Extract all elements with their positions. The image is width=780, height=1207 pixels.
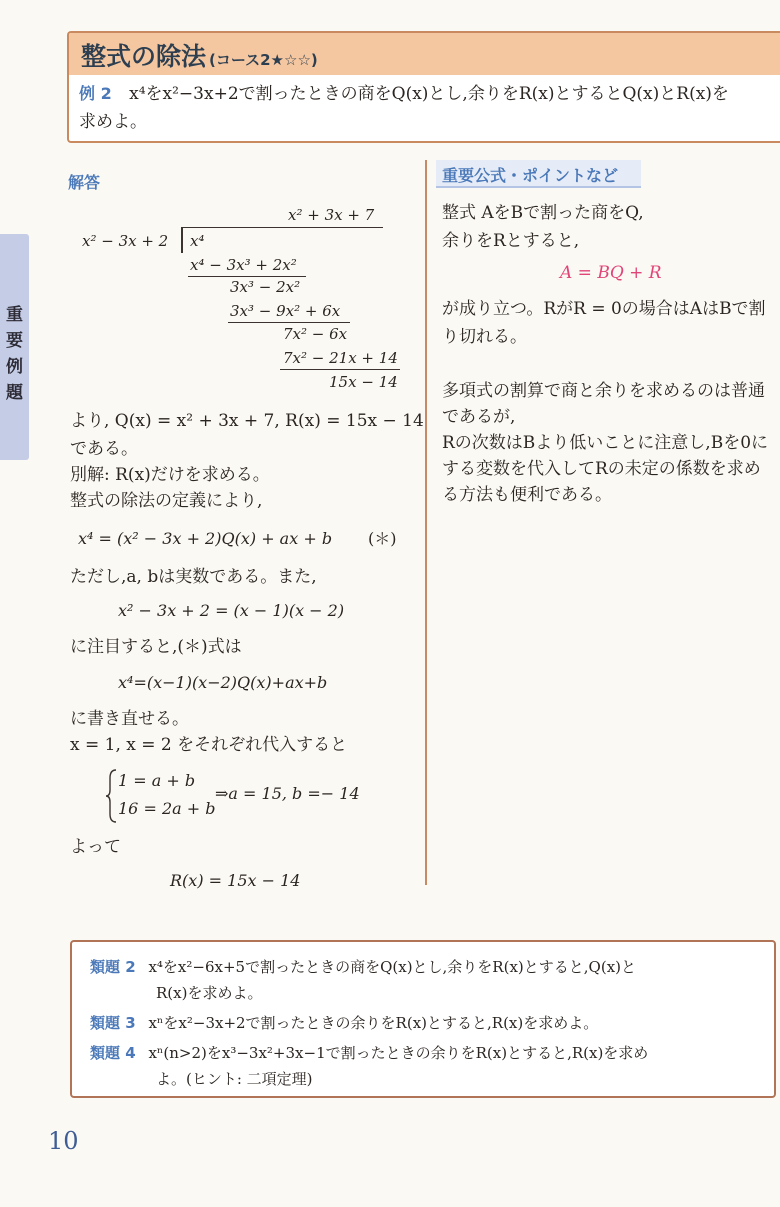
column-divider (425, 160, 427, 885)
factor-equation: x² − 3x + 2 = (x − 1)(x − 2) (118, 601, 345, 620)
system-eq-1: 1 = a + b (118, 771, 196, 790)
side-tab-char: 題 (6, 383, 23, 403)
page-number: 10 (48, 1127, 79, 1155)
note-line: よって (70, 837, 121, 857)
division-row: 15x − 14 (329, 373, 398, 391)
note-line: に注目すると,(＊)式は (70, 637, 242, 657)
exercise-item (90, 1012, 598, 1033)
division-row: 7x² − 21x + 14 (283, 349, 398, 367)
alt-solution-line: 別解: R(x)だけを求める。 (70, 465, 270, 485)
exercise-item (90, 956, 636, 977)
title-text: 整式の除法 (81, 42, 207, 71)
division-bar (183, 227, 383, 228)
result-line: より, Q(x) = x² + 3x + 7, R(x) = 15x − 14 (70, 411, 424, 431)
problem-text: x⁴をx²−3x+2で割ったときの商をQ(x)とし,余りをR(x)とするとQ(x)とR(x)を (129, 84, 729, 104)
exercise-text: xⁿをx²−3x+2で割ったときの余りをR(x)とすると,R(x)を求めよ。 (148, 1014, 599, 1032)
exercise-text: xⁿ(n>2)をx³−3x²+3x−1で割ったときの余りをR(x)とすると,R(x)を求め (148, 1044, 649, 1062)
exercise-box (70, 940, 776, 1098)
example-header-box (67, 31, 780, 143)
example-label: 例 2 (79, 84, 112, 103)
exercise-label: 類題 4 (90, 1044, 136, 1062)
division-row: x⁴ − 3x³ + 2x² (190, 256, 297, 274)
division-row: 7x² − 6x (283, 325, 348, 343)
note-line: ただし,a, bは実数である。また, (70, 567, 317, 587)
system-brace (104, 768, 118, 824)
problem-line-1 (79, 81, 729, 107)
division-line (280, 369, 400, 370)
division-line (188, 276, 306, 277)
side-tab-char: 要 (6, 331, 23, 351)
alt-solution-line: 整式の除法の定義により, (70, 491, 263, 511)
points-line: る方法も便利である。 (442, 485, 612, 505)
exercise-text: x⁴をx²−6x+5で割ったときの商をQ(x)とし,余りをR(x)とすると,Q(x)と (148, 958, 636, 976)
side-tab (0, 234, 29, 460)
division-quotient: x² + 3x + 7 (288, 206, 375, 224)
exercise-item (90, 1042, 648, 1063)
system-eq-2: 16 = 2a + b (118, 799, 216, 818)
points-line: 余りをRとすると, (442, 231, 580, 251)
final-answer: R(x) = 15x − 14 (170, 871, 301, 890)
problem-line-2: 求めよ。 (79, 112, 147, 132)
result-line: である。 (70, 439, 138, 459)
exercise-label: 類題 2 (90, 958, 136, 976)
page-title (81, 37, 318, 73)
rewritten-equation: x⁴=(x−1)(x−2)Q(x)+ax+b (118, 673, 328, 692)
points-line: Rの次数はBより低いことに注意し,Bを0に (442, 433, 769, 453)
exercise-text-cont: よ。(ヒント: 二項定理) (156, 1070, 313, 1088)
course-rating: (コース2★☆☆) (209, 51, 318, 69)
side-tab-char: 例 (6, 357, 23, 377)
system-result: ⇒a = 15, b =− 14 (215, 784, 360, 803)
division-row: 3x³ − 9x² + 6x (230, 302, 341, 320)
division-row: 3x³ − 2x² (230, 278, 301, 296)
division-divisor: x² − 3x + 2 (82, 232, 169, 250)
points-line: 多項式の割算で商と余りを求めるのは普通 (442, 381, 765, 401)
exercise-label: 類題 3 (90, 1014, 136, 1032)
equation-star: x⁴ = (x² − 3x + 2)Q(x) + ax + b (78, 529, 333, 548)
note-line: に書き直せる。 (70, 709, 189, 729)
points-line: であるが, (442, 407, 516, 427)
points-line: り切れる。 (442, 327, 527, 347)
points-line: が成り立つ。RがR = 0の場合はAはBで割 (442, 299, 766, 319)
solution-heading: 解答 (68, 173, 101, 192)
division-bracket (181, 227, 183, 253)
division-dividend: x⁴ (190, 232, 205, 250)
exercise-text-cont: R(x)を求めよ。 (156, 984, 263, 1002)
points-heading: 重要公式・ポイントなど (442, 166, 619, 185)
note-line: x = 1, x = 2 をそれぞれ代入すると (70, 735, 348, 755)
division-line (228, 322, 350, 323)
points-line: する変数を代入してRの未定の係数を求め (442, 459, 761, 479)
side-tab-char: 重 (6, 305, 23, 325)
key-formula: A = BQ + R (560, 263, 662, 283)
star-mark: (＊) (368, 529, 397, 548)
points-line: 整式 AをBで割った商をQ, (442, 203, 644, 223)
